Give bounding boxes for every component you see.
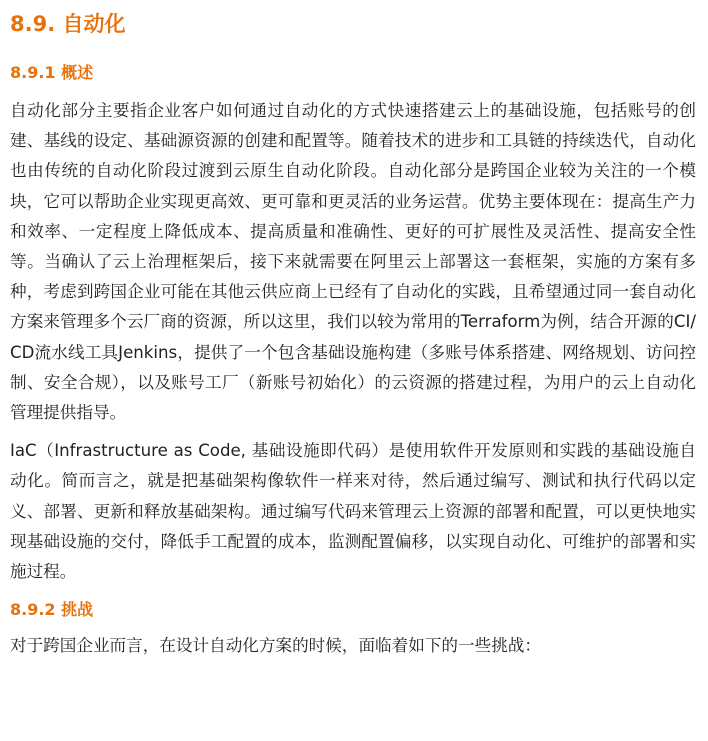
challenges-heading: 8.9.2 挑战	[10, 600, 94, 620]
overview-paragraph-1: 自动化部分主要指企业客户如何通过自动化的方式快速搭建云上的基础设施，包括账号的创建、基线的设定、基础源资源的创建和配置等。随着技术的进步和工具链的持续迭代，自动化也由传统的自动化阶段过渡到云原生自动化阶段。自动化部分是跨国企业较为关注的一个模块，它可以帮助企业实现更高效、更可靠和更灵活的业务运营。优势主要体现在：提高生产力和效率、一定程度上降低成本、提高质量和准确性、更好的可扩展性及灵活性、提高安全性等。当确认了云上治理框架后，接下来就需要在阿里云上部署这一套框架，实施的方案有多种，考虑到跨国企业可能在其他云供应商上已经有了自动化的实践，且希望通过同一套自动化方案来管理多个云厂商的资源，所以这里，我们以较为常用的Terraform为例，结合开源的CI/CD流水线工具Jenkins，提供了一个包含基础设施构建（多账号体系搭建、网络规划、访问控制、安全合规），以及账号工厂（新账号初始化）的云资源的搭建过程，为用户的云上自动化管理提供指导。	[10, 101, 696, 423]
overview-paragraph-2: IaC（Infrastructure as Code, 基础设施即代码）是使用软件开发原则和实践的基础设施自动化。简而言之，就是把基础架构像软件一样来对待，然后通过编写、测试和执行代码以定义、部署、更新和释放基础架构。通过编写代码来管理云上资源的部署和配置，可以更快地实现基础设施的交付，降低手工配置的成本，监测配置偏移，以实现自动化、可维护的部署和实施过程。	[10, 441, 696, 582]
section-title: 8.9. 自动化	[10, 12, 126, 36]
challenges-intro: 对于跨国企业而言，在设计自动化方案的时候，面临着如下的一些挑战：	[10, 636, 541, 656]
overview-heading: 8.9.1 概述	[10, 63, 94, 82]
